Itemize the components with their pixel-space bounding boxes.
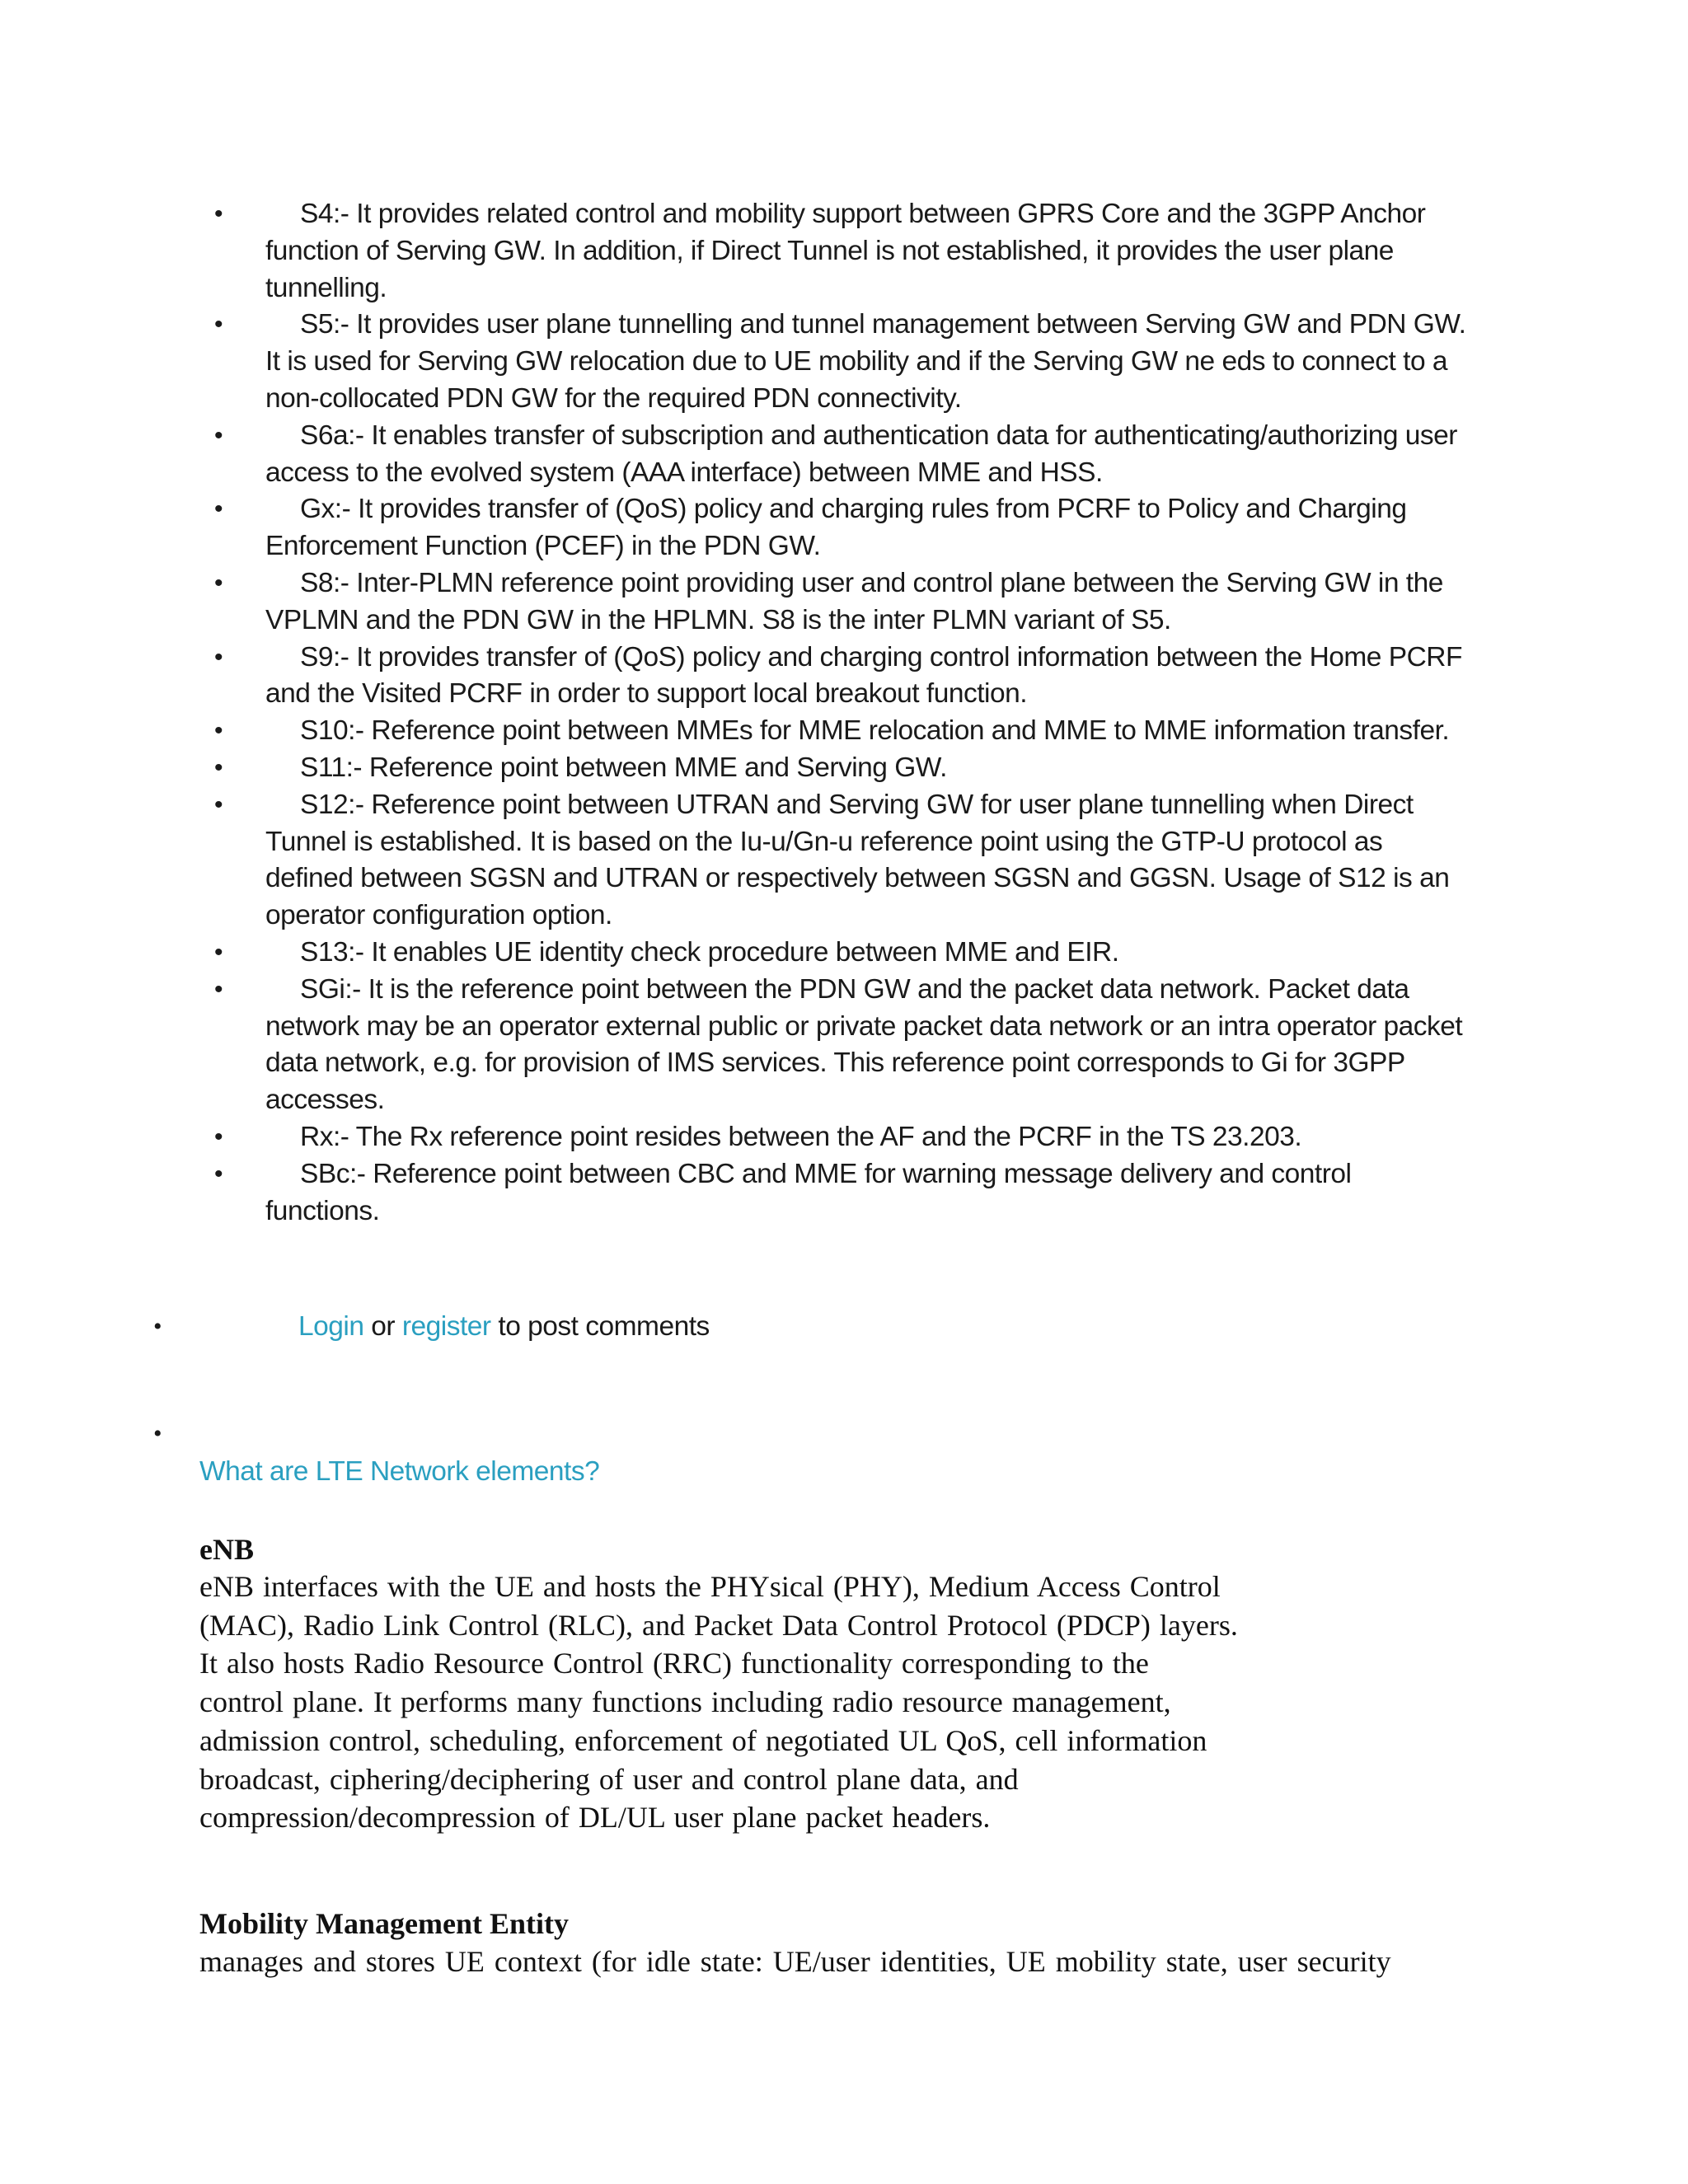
bullet-icon: • — [214, 311, 223, 339]
interface-name: S10:- — [300, 715, 364, 747]
interface-description: It provides transfer of (QoS) policy and charging control information between the Home PCRF and the Visited PCRF in order to support local breakout function. — [265, 641, 1462, 710]
bullet-icon: • — [214, 717, 223, 745]
bullet-icon: • — [153, 1420, 162, 1447]
interface-name: SBc:- — [300, 1158, 366, 1189]
interface-description: Reference point between MME and Serving GW. — [368, 752, 947, 783]
interface-description: It provides user plane tunnelling and tunnel management between Serving GW and PDN GW. It is used for Serving GW relocation due to UE mobility and if the Serving GW ne eds to connect to a non-collocated PDN GW for the required PDN connectivity. — [265, 309, 1466, 414]
interface-description: The Rx reference point resides between the AF and the PCRF in the TS 23.203. — [355, 1121, 1302, 1152]
interface-name: Rx:- — [300, 1121, 349, 1152]
interface-item — [216, 935, 1469, 972]
or-text: or — [363, 1311, 402, 1342]
interface-description: It is the reference point between the PDN GW and the packet data network. Packet data network may be an operator external public or private packet data network or an intra operator packet data network, e.g. for provision of IMS services. This reference point corresponds to Gi for 3GPP accesses. — [265, 973, 1463, 1116]
mme-paragraph: manages and stores UE context (for idle state: UE/user identities, UE mobility state, user security — [199, 1945, 1391, 1978]
login-link[interactable]: Login — [298, 1311, 364, 1342]
interface-description: It provides transfer of (QoS) policy and charging rules from PCRF to Policy and Charging Enforcement Function (PCEF) in the PDN GW. — [265, 494, 1407, 562]
interface-name: SGi:- — [300, 973, 361, 1005]
interface-list — [216, 196, 1469, 1230]
comment-prompt — [298, 1309, 710, 1345]
bullet-icon: • — [214, 495, 223, 523]
interface-item — [216, 418, 1469, 492]
interface-item — [216, 640, 1469, 714]
bullet-icon: • — [214, 569, 223, 597]
interface-item — [216, 972, 1469, 1119]
interface-name: S5:- — [300, 309, 349, 340]
post-comments-text: to post comments — [490, 1311, 710, 1342]
interface-name: S4:- — [300, 199, 349, 229]
interface-item — [216, 307, 1469, 417]
interface-name: S9:- — [300, 641, 349, 673]
interface-description: Reference point between MMEs for MME relocation and MME to MME information transfer. — [371, 715, 1450, 747]
interface-name: S12:- — [300, 789, 364, 820]
enb-heading: eNB — [199, 1533, 254, 1566]
bullet-icon: • — [214, 643, 223, 671]
bullet-icon: • — [214, 938, 223, 966]
interface-description: It enables UE identity check procedure between MME and EIR. — [371, 936, 1119, 968]
bullet-icon: • — [214, 200, 223, 227]
interface-item — [216, 713, 1469, 750]
interface-description: Reference point between CBC and MME for warning message delivery and control functions. — [265, 1158, 1352, 1226]
mme-heading: Mobility Management Entity — [199, 1907, 569, 1940]
bullet-icon: • — [214, 753, 223, 781]
interface-item — [216, 750, 1469, 787]
interface-description: Inter-PLMN reference point providing user and control plane between the Serving GW in the VPLMN and the PDN GW in the HPLMN. S8 is the inter PLMN variant of S5. — [265, 567, 1443, 635]
interface-item — [216, 1156, 1469, 1230]
bullet-icon: • — [214, 975, 223, 1003]
enb-paragraph: eNB interfaces with the UE and hosts the PHYsical (PHY), Medium Access Control (MAC), Radio Link Control (RLC), and Packet Data Control Protocol (PDCP) layers. It also hosts Radio Resource Control (RRC) functionality corresponding to the control plane. It performs many functions including radio resource management, admission control, scheduling, enforcement of negotiated UL QoS, cell information broadcast, ciphering/deciphering of user and control plane data, and compression/decompression of DL/UL user plane packet headers. — [199, 1570, 1238, 1835]
bullet-icon: • — [153, 1313, 162, 1340]
interface-name: S11:- — [300, 752, 363, 783]
interface-description: It enables transfer of subscription and authentication data for authenticating/authorizing user access to the evolved system (AAA interface) between MME and HSS. — [265, 419, 1457, 488]
bullet-icon: • — [214, 1160, 223, 1188]
article-title-link[interactable]: What are LTE Network elements? — [199, 1456, 600, 1487]
bullet-icon: • — [214, 421, 223, 449]
interface-name: S13:- — [300, 936, 364, 968]
bullet-icon: • — [214, 790, 223, 818]
interface-item — [216, 491, 1469, 565]
register-link[interactable]: register — [401, 1311, 491, 1342]
interface-name: Gx:- — [300, 494, 351, 525]
interface-description: Reference point between UTRAN and Serving GW for user plane tunnelling when Direct Tunnel is established. It is based on the Iu-u/Gn-u reference point using the GTP-U protocol as defined between SGSN and UTRAN or respectively between SGSN and GGSN. Usage of S12 is an operator configuration option. — [265, 789, 1450, 931]
interface-item — [216, 565, 1469, 640]
interface-item — [216, 196, 1469, 307]
interface-description: It provides related control and mobility support between GPRS Core and the 3GPP Anchor function of Serving GW. In addition, if Direct Tunnel is not established, it provides the user plane tunnelling. — [265, 199, 1426, 303]
interface-name: S8:- — [300, 567, 349, 598]
interface-name: S6a:- — [300, 419, 364, 451]
bullet-icon: • — [214, 1122, 223, 1151]
interface-item — [216, 787, 1469, 935]
interface-item — [216, 1119, 1469, 1156]
